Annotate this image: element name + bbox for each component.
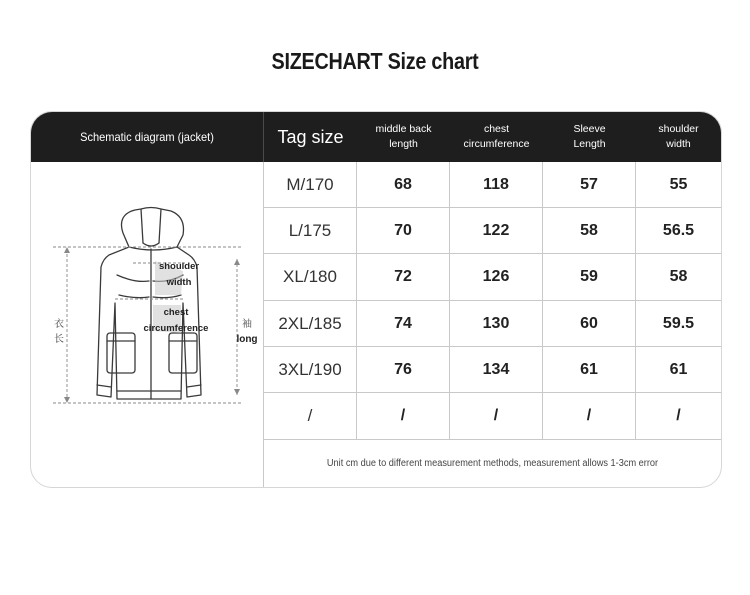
row-1-shoulder: 56.5 xyxy=(662,221,695,239)
row-1-tag: L/175 xyxy=(288,220,332,240)
header-shoulder-width: shoulder width xyxy=(658,123,699,150)
row-2-tag: XL/180 xyxy=(283,267,337,286)
row-4-sleeve: 61 xyxy=(580,360,598,378)
row-3-sleeve: 60 xyxy=(580,314,598,332)
row-1-middle-back: 70 xyxy=(394,221,412,239)
size-chart-table xyxy=(30,111,722,488)
row-3-shoulder: 59.5 xyxy=(662,314,695,332)
header-tag-size: Tag size xyxy=(277,126,344,147)
row-4-tag: 3XL/190 xyxy=(278,359,342,379)
row-5-sleeve: / xyxy=(586,407,592,424)
row-4-shoulder: 61 xyxy=(669,360,688,378)
row-0-sleeve: 57 xyxy=(580,176,598,193)
row-2-shoulder: 58 xyxy=(669,268,688,285)
row-3-chest: 130 xyxy=(482,314,510,332)
row-5-middle-back: / xyxy=(400,407,406,424)
row-0-chest: 118 xyxy=(483,176,509,193)
row-4-chest: 134 xyxy=(482,360,510,378)
header-middle-back-length: middle back length xyxy=(375,123,432,150)
row-5-chest: / xyxy=(493,407,499,424)
jacket-schematic xyxy=(31,163,263,487)
row-4-middle-back: 76 xyxy=(394,360,412,378)
row-0-middle-back: 68 xyxy=(394,176,412,193)
row-3-tag: 2XL/185 xyxy=(278,313,342,333)
body-length-label: 衣 长 xyxy=(54,319,64,345)
header-diagram: Schematic diagram (jacket) xyxy=(80,129,214,144)
row-1-chest: 122 xyxy=(482,221,510,239)
sleeve-long-label: 袖 long xyxy=(236,319,258,345)
table-header xyxy=(31,112,721,162)
row-5-shoulder: / xyxy=(676,407,681,424)
header-sleeve-length: Sleeve Length xyxy=(573,123,606,150)
measurement-note: Unit cm due to different measurement methods, measurement allows 1-3cm error xyxy=(326,458,659,469)
row-0-shoulder: 55 xyxy=(669,176,688,193)
row-2-chest: 126 xyxy=(482,268,510,285)
chest-circumference-label: chest circumference xyxy=(143,307,209,334)
row-2-middle-back: 72 xyxy=(394,268,412,285)
row-3-middle-back: 74 xyxy=(394,314,412,332)
header-chest-circumference: chest circumference xyxy=(463,123,530,150)
shoulder-width-label: shoulder width xyxy=(158,261,200,288)
page-title: SIZECHART Size chart xyxy=(271,48,479,74)
row-2-sleeve: 59 xyxy=(580,268,598,285)
row-1-sleeve: 58 xyxy=(580,221,598,239)
row-5-tag: / xyxy=(307,406,313,425)
row-0-tag: M/170 xyxy=(286,175,334,194)
